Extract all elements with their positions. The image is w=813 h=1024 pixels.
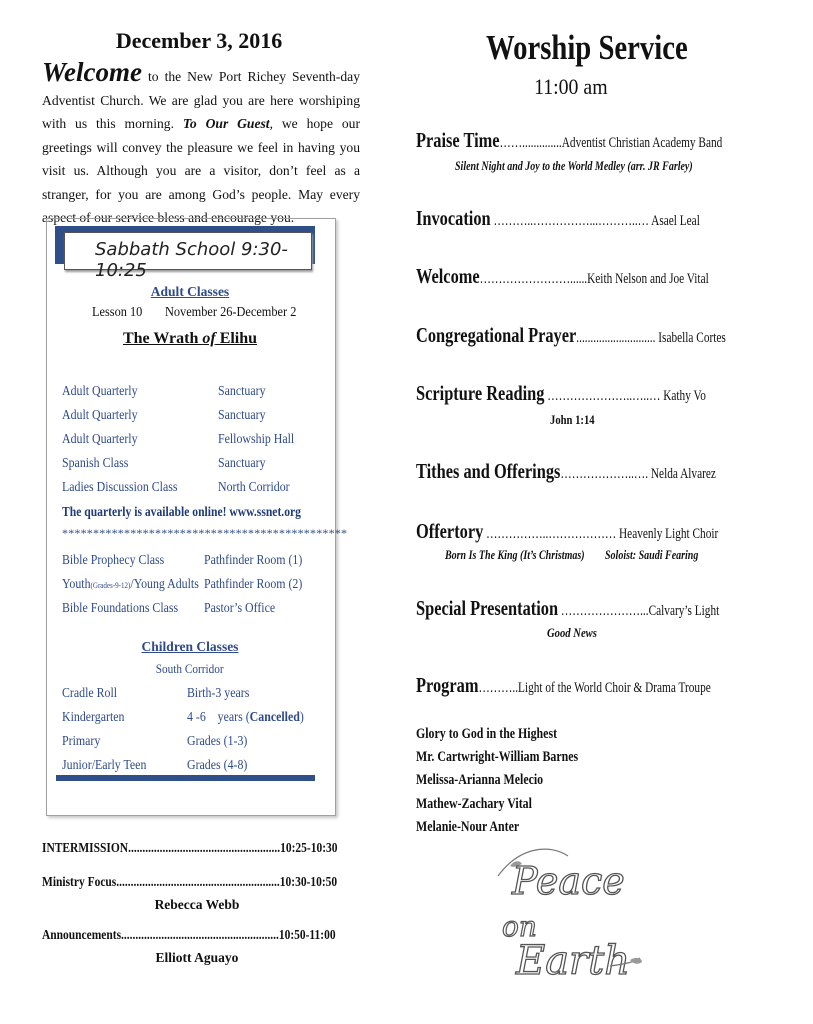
class-room: Pathfinder Room (2) <box>204 576 303 591</box>
svg-text:on: on <box>502 910 537 943</box>
intermission-line: INTERMISSION.....................................................10:25-10:30 <box>42 840 338 855</box>
class-grade: Grades (4-8) <box>187 757 248 772</box>
worship-service-title: Worship Service <box>486 28 688 67</box>
svg-text:Earth: Earth <box>516 938 631 984</box>
program-cast-line: Melissa-Arianna Melecio <box>416 772 544 788</box>
children-location: South Corridor <box>156 662 224 676</box>
program-item-congregational-prayer: Congregational Prayer............................ Isabella Cortes <box>416 323 726 347</box>
adult-classes-title: Adult Classes <box>150 284 230 299</box>
welcome-paragraph <box>42 57 360 230</box>
ministry-focus-line: Ministry Focus.........................................................10:30-10:50 <box>42 874 338 889</box>
class-room: Fellowship Hall <box>218 431 295 446</box>
class-name: Bible Foundations Class <box>62 600 179 615</box>
class-name: Adult Quarterly <box>62 407 138 422</box>
program-cast-line: Melanie-Nour Anter <box>416 819 520 835</box>
class-name: Youth(Grades-9-12)/Young Adults <box>62 576 199 591</box>
program-item-scripture-reading: Scripture Reading …………………..…..… Kathy Vo <box>416 381 706 405</box>
class-room: Sanctuary <box>218 383 266 398</box>
program-item-offertory: Offertory ……………..……………… Heavenly Light Choir <box>416 519 719 543</box>
lesson-dates: November 26-December 2 <box>165 305 297 320</box>
program-item-tithes-offerings: Tithes and Offerings………………..…. Nelda Alvarez <box>416 459 716 483</box>
announcements-line: Announcements.......................................................10:50-11:00 <box>42 927 336 942</box>
program-item-invocation: Invocation ………..……………...………..… Asael Leal <box>416 206 700 230</box>
program-item-program: Program………..Light of the World Choir & Drama Troupe <box>416 673 711 697</box>
children-classes-title: Children Classes <box>141 639 239 654</box>
welcome-text: to the New Port Richey Seventh-day Adventist Church. We are glad you are here worshiping with us this morning. <box>42 69 360 131</box>
class-grade: 4 -6 years (Cancelled) <box>187 709 304 724</box>
svg-text:Peace: Peace <box>512 859 625 903</box>
sabbath-school-label <box>64 232 312 281</box>
cancelled-note: Cancelled <box>249 709 300 724</box>
class-room: North Corridor <box>218 479 290 494</box>
class-name: Adult Quarterly <box>62 383 138 398</box>
class-name: Adult Quarterly <box>62 431 138 446</box>
star-divider: ********************************************** <box>62 526 348 540</box>
lesson-number: Lesson 10 <box>92 305 143 320</box>
offertory-song: Born Is The King (It’s Christmas) <box>445 548 585 562</box>
quarterly-online-note: The quarterly is available online! www.ssnet.org <box>62 504 301 519</box>
class-name: Ladies Discussion Class <box>62 479 178 494</box>
program-cast-line: Mathew-Zachary Vital <box>416 796 532 812</box>
class-room: Sanctuary <box>218 455 266 470</box>
program-cast-line: Glory to God in the Highest <box>416 726 558 742</box>
announcements-presenter: Elliott Aguayo <box>155 950 239 965</box>
welcome-heading: Welcome <box>42 57 142 87</box>
guest-label: To Our Guest <box>182 116 270 131</box>
class-room: Pathfinder Room (1) <box>204 552 303 567</box>
class-name: Kindergarten <box>62 709 125 724</box>
class-name: Primary <box>62 733 101 748</box>
class-grade: Birth-3 years <box>187 685 250 700</box>
peace-on-earth-graphic <box>490 836 660 996</box>
program-cast-line: Mr. Cartwright-William Barnes <box>416 749 579 765</box>
lesson-title: The Wrath of Elihu <box>122 330 258 347</box>
scripture-reference: John 1:14 <box>550 413 595 427</box>
peace-on-earth-artwork <box>490 836 660 996</box>
class-room: Sanctuary <box>218 407 266 422</box>
worship-service-time: 11:00 am <box>534 74 608 99</box>
class-name: Spanish Class <box>62 455 129 470</box>
program-item-welcome: Welcome……………………......Keith Nelson and Joe Vital <box>416 264 709 288</box>
special-presentation-subtitle: Good News <box>547 626 597 640</box>
sabbath-school-footer-band <box>56 775 315 781</box>
class-grade: Grades (1-3) <box>187 733 248 748</box>
class-name: Cradle Roll <box>62 685 118 700</box>
bulletin-date: December 3, 2016 <box>115 28 283 53</box>
guest-text: , we hope our greetings will convey the pleasure we feel in having you visit us. Although you are a visitor, don’t feel as a stranger, for you are among God’s people. May every aspect of our service bless and encourage you. <box>42 116 360 225</box>
class-name: Junior/Early Teen <box>62 757 147 772</box>
class-room: Pastor’s Office <box>204 600 276 615</box>
offertory-soloist: Soloist: Saudi Fearing <box>605 548 699 562</box>
praise-time-subtitle: Silent Night and Joy to the World Medley (arr. JR Farley) <box>455 159 693 173</box>
program-item-special-presentation: Special Presentation …………………...Calvary’s Light <box>416 596 720 620</box>
class-name: Bible Prophecy Class <box>62 552 165 567</box>
program-item-praise-time: Praise Time……..............Adventist Christian Academy Band <box>416 128 723 152</box>
sabbath-school-label-text: Sabbath School 9:30-10:25 <box>95 239 288 281</box>
ministry-focus-presenter: Rebecca Webb <box>154 897 240 912</box>
